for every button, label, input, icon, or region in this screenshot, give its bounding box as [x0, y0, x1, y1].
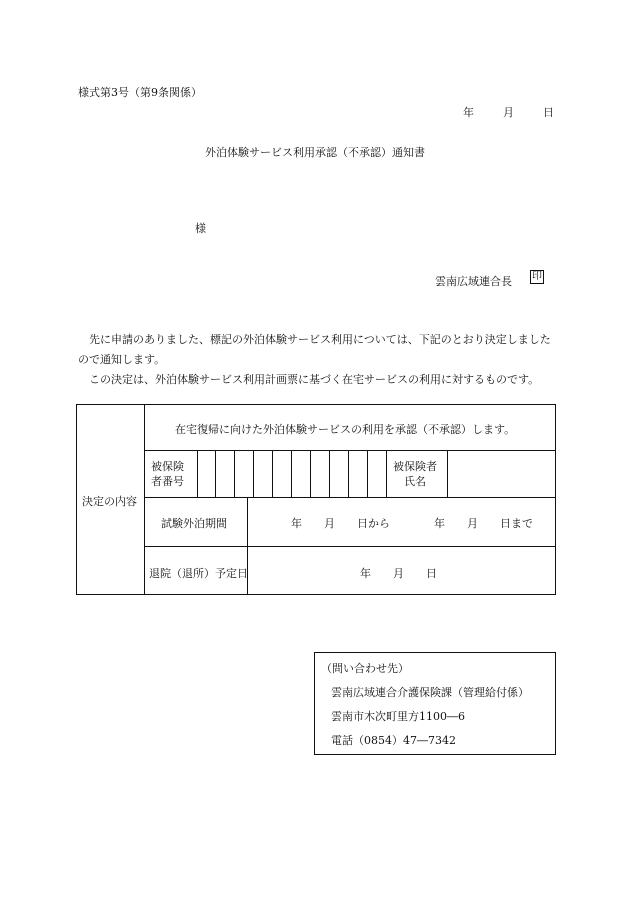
insured-name-label-line-2: 氏名: [404, 475, 426, 488]
insured-number-label-line-1: 被保険: [151, 460, 184, 473]
date-year-label: 年: [463, 106, 474, 119]
notice-paragraph-2: この決定は、外泊体験サービス利用計画票に基づく在宅サービスの利用に対するものです。: [89, 373, 540, 386]
issue-date: [463, 104, 554, 120]
date-month-label: 月: [503, 106, 514, 119]
trial-period-value: 年 月 日から 年 月 日まで: [291, 517, 533, 530]
discharge-label: 退院（退所）予定日: [149, 567, 248, 580]
notice-body: [78, 330, 556, 390]
issuer-name: 雲南広域連合長: [435, 275, 512, 288]
section-label: 決定の内容: [82, 495, 137, 508]
contact-address: 雲南市木次町里方1100―6: [331, 710, 465, 723]
insured-number-label: [151, 459, 184, 489]
seal-mark: 印: [532, 271, 542, 282]
document-title: 外泊体験サービス利用承認（不承認）通知書: [205, 146, 425, 159]
decision-statement: 在宅復帰に向けた外泊体験サービスの利用を承認（不承認）します。: [175, 423, 516, 436]
insured-name-label-line-1: 被保険者: [393, 460, 437, 473]
trial-period-label: 試験外泊期間: [161, 517, 227, 530]
discharge-value: 年 月 日: [360, 567, 437, 580]
contact-box: [314, 652, 556, 755]
insured-name-label: [393, 459, 437, 489]
contact-department: 雲南広域連合介護保険課（管理給付係）: [331, 686, 529, 699]
decision-table: [76, 404, 556, 595]
contact-phone: 電話（0854）47―7342: [331, 734, 456, 747]
addressee-suffix: 様: [195, 222, 206, 235]
form-number: 様式第3号（第9条関係）: [78, 86, 202, 99]
insured-number-label-line-2: 者番号: [151, 475, 184, 488]
notice-paragraph-1: 先に申請のありました、標記の外泊体験サービス利用については、下記のとおり決定しましたので通知します。: [78, 333, 551, 366]
contact-heading: （問い合わせ先）: [321, 662, 409, 675]
date-day-label: 日: [543, 106, 554, 119]
